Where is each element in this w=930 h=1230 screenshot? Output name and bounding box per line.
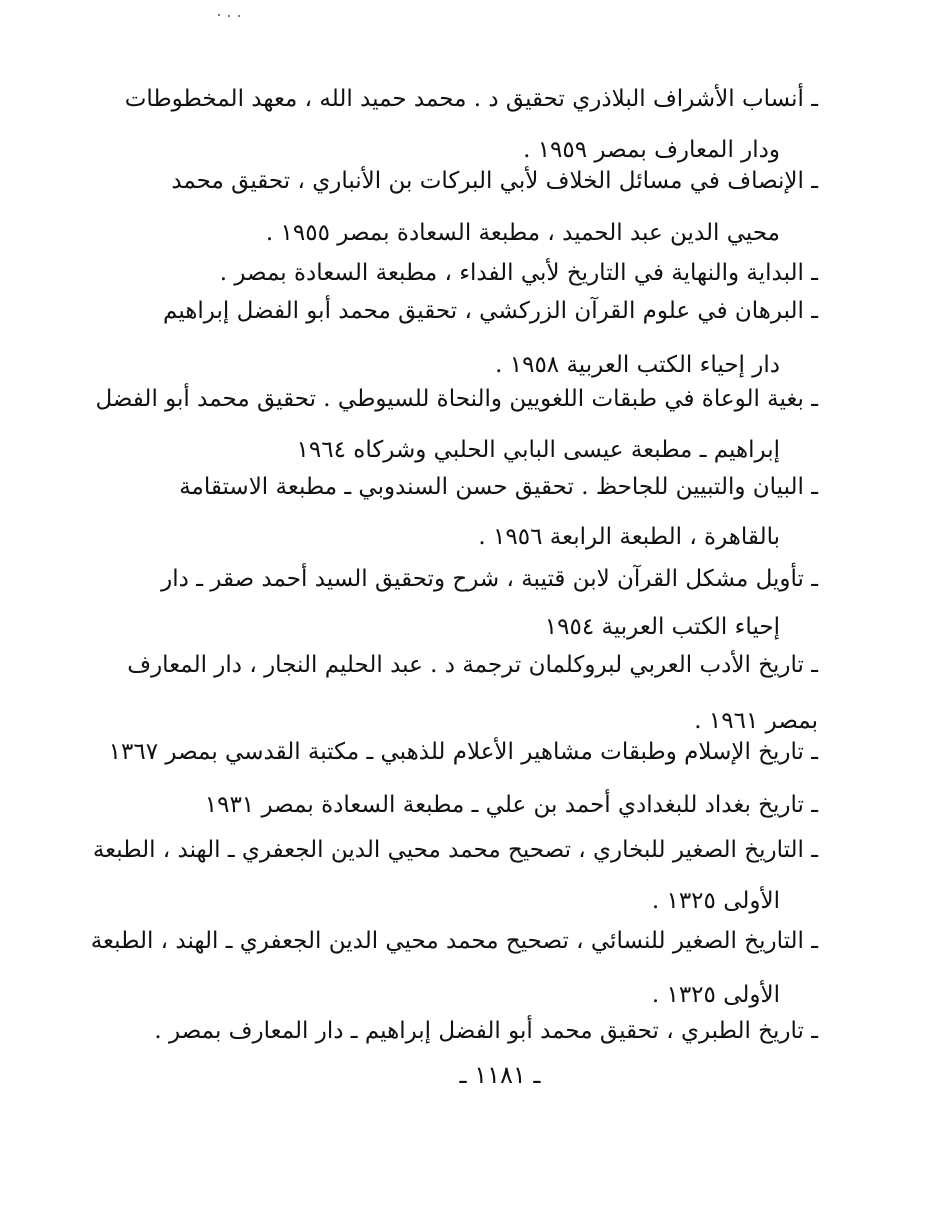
bibliography-line: ـ البيان والتبيين للجاحظ . تحقيق حسن السندوبي ـ مطبعة الاستقامة: [179, 474, 818, 500]
scan-speck: [218, 14, 220, 16]
bibliography-line: الأولى ١٣٢٥ .: [651, 888, 780, 914]
bibliography-line: بمصر ١٩٦١ .: [694, 708, 818, 734]
bibliography-line: ودار المعارف بمصر ١٩٥٩ .: [523, 137, 780, 163]
bibliography-line: ـ التاريخ الصغير للنسائي ، تصحيح محمد محيي الدين الجعفري ـ الهند ، الطبعة: [90, 928, 818, 954]
bibliography-line: محيي الدين عبد الحميد ، مطبعة السعادة بمصر ١٩٥٥ .: [265, 220, 780, 246]
bibliography-line: إبراهيم ـ مطبعة عيسى البابي الحلبي وشركاه ١٩٦٤: [296, 437, 780, 463]
bibliography-line: ـ تاريخ الإسلام وطبقات مشاهير الأعلام للذهبي ـ مكتبة القدسي بمصر ١٣٦٧: [108, 739, 818, 765]
bibliography-line: ـ الإنصاف في مسائل الخلاف لأبي البركات بن الأنباري ، تحقيق محمد: [171, 168, 818, 194]
bibliography-line: ـ بغية الوعاة في طبقات اللغويين والنحاة للسيوطي . تحقيق محمد أبو الفضل: [95, 386, 818, 412]
bibliography-line: ـ البرهان في علوم القرآن الزركشي ، تحقيق محمد أبو الفضل إبراهيم: [163, 298, 818, 324]
bibliography-line: دار إحياء الكتب العربية ١٩٥٨ .: [495, 352, 780, 378]
bibliography-line: ـ تاريخ بغداد للبغدادي أحمد بن علي ـ مطبعة السعادة بمصر ١٩٣١: [204, 792, 818, 818]
bibliography-line: ـ تأويل مشكل القرآن لابن قتيبة ، شرح وتحقيق السيد أحمد صقر ـ دار: [161, 566, 818, 592]
page-number: ـ ١١٨١ ـ: [459, 1061, 541, 1089]
bibliography-line: ـ التاريخ الصغير للبخاري ، تصحيح محمد محيي الدين الجعفري ـ الهند ، الطبعة: [92, 837, 818, 863]
bibliography-line: ـ البداية والنهاية في التاريخ لأبي الفداء ، مطبعة السعادة بمصر .: [219, 260, 818, 286]
bibliography-line: إحياء الكتب العربية ١٩٥٤: [544, 614, 780, 640]
scan-speck: [228, 15, 230, 17]
bibliography-line: بالقاهرة ، الطبعة الرابعة ١٩٥٦ .: [478, 524, 780, 550]
scan-speck: [238, 15, 240, 17]
bibliography-line: الأولى ١٣٢٥ .: [651, 982, 780, 1008]
bibliography-line: ـ تاريخ الأدب العربي لبروكلمان ترجمة د . عبد الحليم النجار ، دار المعارف: [127, 652, 818, 678]
bibliography-line: ـ أنساب الأشراف البلاذري تحقيق د . محمد حميد الله ، معهد المخطوطات: [124, 86, 818, 112]
bibliography-line: ـ تاريخ الطبري ، تحقيق محمد أبو الفضل إبراهيم ـ دار المعارف بمصر .: [154, 1018, 818, 1044]
